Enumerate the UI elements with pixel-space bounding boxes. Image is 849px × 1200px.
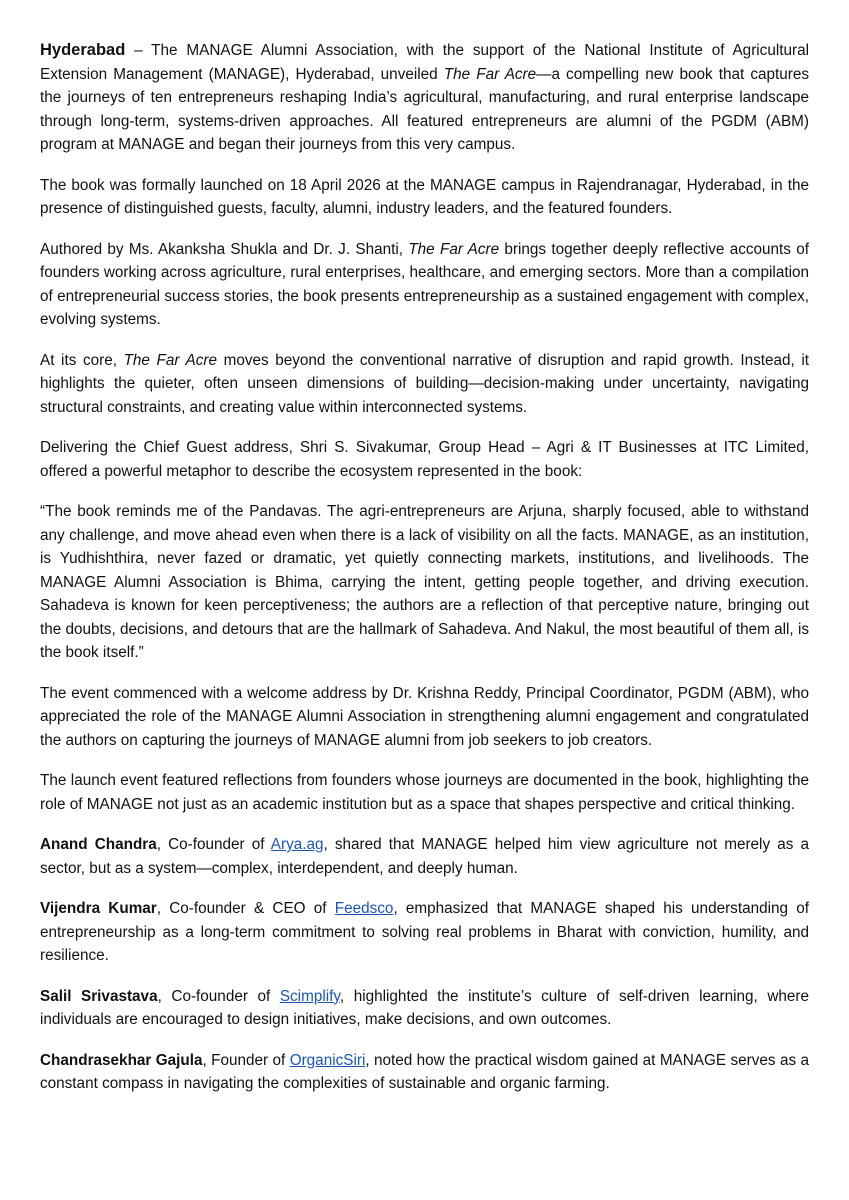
intro-text-b: —a compelling new book that captures the journeys of ten entrepreneurs reshaping India’s agricultural, manufacturing, and rural enterprise landscape through long-term, systems-driven approaches. All featured entrepreneurs are alumni of the PGDM (ABM) program at MANAGE and began their journeys from this very campus.	[40, 65, 809, 153]
book-title: The Far Acre	[443, 65, 537, 83]
founder-paragraph-anand-chandra	[40, 833, 809, 880]
founder-name: Anand Chandra	[40, 836, 157, 853]
founder-name: Chandrasekhar Gajula	[40, 1051, 203, 1069]
founder-role: , Co-founder of	[156, 836, 271, 853]
founder-name: Salil Srivastava	[40, 987, 158, 1005]
founder-role: , Co-founder of	[157, 987, 280, 1005]
authors-text-a: Authored by Ms. Akanksha Shukla and Dr. J. Shanti,	[40, 240, 409, 258]
core-text-b: moves beyond the conventional narrative of disruption and rapid growth. Instead, it highlights the quieter, often unseen dimensions of building—decision-making under uncertainty, navigating structural constraints, and creating value within interconnected systems.	[40, 351, 809, 416]
founder-name: Vijendra Kumar	[40, 900, 157, 917]
pandavas-quote: “The book reminds me of the Pandavas. The agri-entrepreneurs are Arjuna, sharply focused, able to withstand any challenge, and move ahead even when there is a lack of visibility on all the facts. MANAGE, as an institution, is Yudhishthira, never fazed or dramatic, yet quietly connecting markets, institutions, and livelihoods. The MANAGE Alumni Association is Bhima, carrying the intent, getting people together, and driving execution. Sahadeva is known for keen perceptiveness; the authors are a reflection of that perceptive nature, bringing out the doubts, decisions, and detours that are the hallmark of Sahadeva. And Nakul, the most beautiful of them all, is the book itself.”	[40, 503, 809, 661]
core-paragraph	[40, 349, 809, 420]
founder-text: , noted how the practical wisdom gained at MANAGE serves as a constant compass in navigating the complexities of sustainable and organic farming.	[40, 1051, 810, 1092]
founder-text: , highlighted the institute’s culture of self-driven learning, where individuals are encouraged to design initiatives, make decisions, and own outcomes.	[40, 987, 809, 1028]
company-link-scimplify[interactable]: Scimplify	[279, 987, 340, 1005]
welcome-address-paragraph: The event commenced with a welcome address by Dr. Krishna Reddy, Principal Coordinator, PGDM (ABM), who appreciated the role of the MANAGE Alumni Association in strengthening alumni engagement and congratulated the authors on capturing the journeys of MANAGE alumni from job seekers to job creators.	[40, 684, 809, 749]
reflections-paragraph: The launch event featured reflections from founders whose journeys are documented in the book, highlighting the role of MANAGE not just as an academic institution but as a space that shapes perspective and critical thinking.	[40, 772, 809, 813]
company-link-arya-ag[interactable]: Arya.ag	[270, 836, 324, 853]
book-title: The Far Acre	[123, 351, 217, 369]
dateline-location: Hyderabad	[40, 41, 126, 59]
founder-text: , emphasized that MANAGE shaped his understanding of entrepreneurship as a long-term commitment to solving real problems in Bharat with conviction, humility, and resilience.	[40, 900, 809, 964]
book-title: The Far Acre	[408, 240, 500, 258]
founder-paragraph-chandrasekhar-gajula	[40, 1049, 809, 1096]
core-text-a: At its core,	[40, 351, 124, 369]
authors-text-b: brings together deeply reflective accounts of founders working across agriculture, rural enterprises, healthcare, and emerging sectors. More than a compilation of entrepreneurial success stories, the book presents entrepreneurship as a sustained engagement with complex, evolving systems.	[40, 240, 809, 328]
company-link-organicsiri[interactable]: OrganicSiri	[289, 1051, 366, 1069]
authors-paragraph	[40, 238, 809, 332]
intro-text-a: – The MANAGE Alumni Association, with the support of the National Institute of Agricultural Extension Management (MANAGE), Hyderabad, unveiled	[40, 42, 809, 83]
founder-paragraph-salil-srivastava	[40, 985, 809, 1032]
founder-text: , shared that MANAGE helped him view agriculture not merely as a sector, but as a system—complex, interdependent, and deeply human.	[40, 836, 809, 877]
founder-role: , Founder of	[202, 1051, 290, 1069]
founder-paragraph-vijendra-kumar	[40, 897, 809, 968]
launch-paragraph: The book was formally launched on 18 April 2026 at the MANAGE campus in Rajendranagar, Hyderabad, in the presence of distinguished guests, faculty, alumni, industry leaders, and the featured founders.	[40, 176, 809, 217]
founder-role: , Co-founder & CEO of	[156, 900, 335, 917]
intro-paragraph	[40, 39, 809, 157]
company-link-feedsco[interactable]: Feedsco	[334, 900, 394, 917]
chief-guest-paragraph: Delivering the Chief Guest address, Shri S. Sivakumar, Group Head – Agri & IT Businesses at ITC Limited, offered a powerful metaphor to describe the ecosystem represented in the book:	[40, 439, 809, 480]
